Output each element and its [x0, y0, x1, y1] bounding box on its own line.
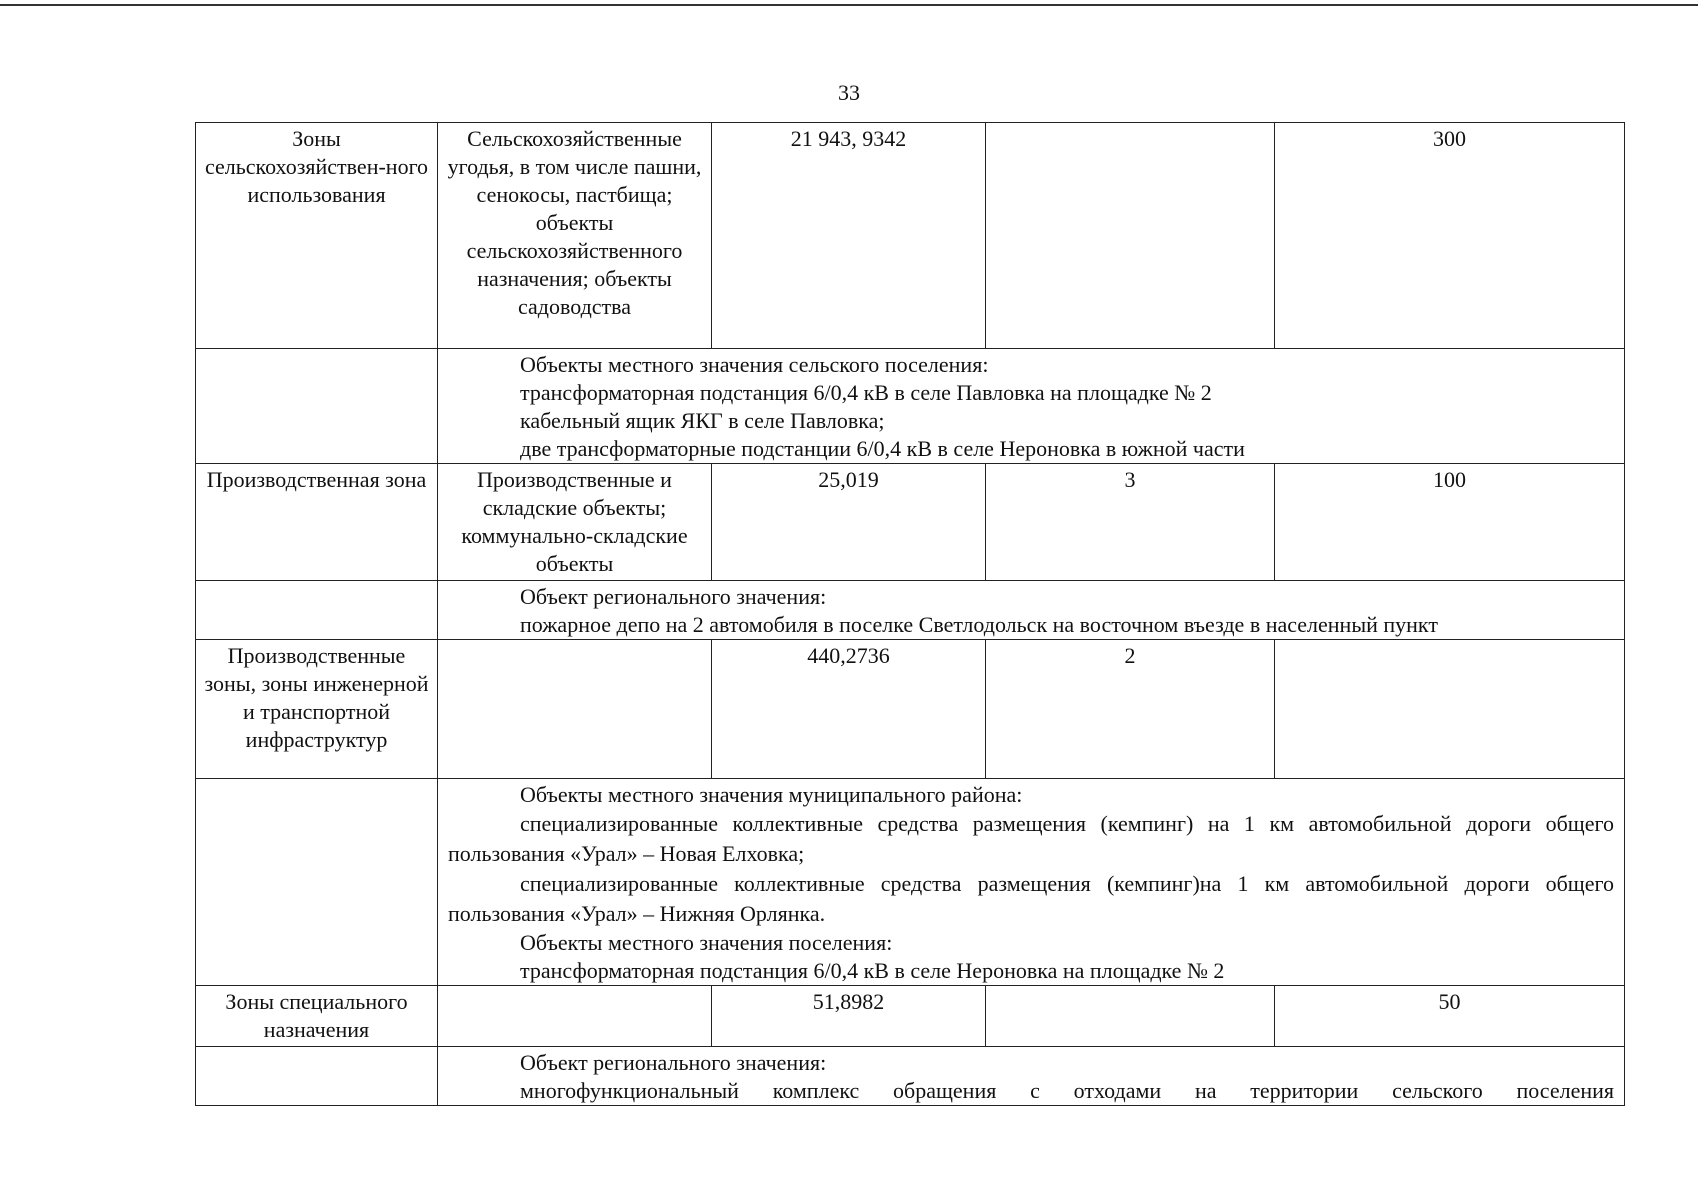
note-line: пожарное депо на 2 автомобиля в поселке Светлодольск на восточном въезде в населенный пункт: [520, 612, 1438, 637]
note-cell: [438, 349, 1625, 464]
area-cell: 25,019: [712, 464, 986, 581]
note-cell: [438, 1047, 1625, 1106]
zones-table: [195, 122, 1625, 1106]
note-row: [196, 779, 1625, 986]
zone-name-cell: Производственная зона: [196, 464, 438, 581]
note-row: [196, 349, 1625, 464]
coverage-cell: [1275, 640, 1625, 779]
note-line: Объект регионального значения:: [520, 1050, 827, 1075]
note-cell: [438, 779, 1625, 986]
zone-name-cell: Зоны сельскохозяйствен-ного использования: [196, 123, 438, 349]
empty-cell: [196, 779, 438, 986]
empty-cell: [196, 1047, 438, 1106]
page-number: 33: [838, 80, 860, 105]
note-cell: [438, 581, 1625, 640]
table-row: [196, 464, 1625, 581]
objects-cell: Производственные и складские объекты; коммунально-складские объекты: [438, 464, 712, 581]
zone-name-cell: Производственные зоны, зоны инженерной и транспортной инфраструктур: [196, 640, 438, 779]
area-cell: 51,8982: [712, 986, 986, 1047]
empty-cell: [196, 349, 438, 464]
table-row: [196, 123, 1625, 349]
coverage-cell: 50: [1275, 986, 1625, 1047]
zone-name-cell: Зоны специального назначения: [196, 986, 438, 1047]
empty-cell: [196, 581, 438, 640]
floors-cell: 2: [986, 640, 1275, 779]
coverage-cell: 100: [1275, 464, 1625, 581]
note-row: [196, 581, 1625, 640]
note-line: Объект регионального значения:: [520, 584, 827, 609]
note-line: трансформаторная подстанция 6/0,4 кВ в селе Нероновка на площадке № 2: [520, 958, 1225, 983]
note-line: Объекты местного значения сельского поселения:: [520, 352, 989, 377]
top-rule: [0, 4, 1698, 6]
table-row: [196, 640, 1625, 779]
note-line: трансформаторная подстанция 6/0,4 кВ в селе Павловка на площадке № 2: [520, 380, 1212, 405]
area-cell: 440,2736: [712, 640, 986, 779]
objects-cell: [438, 640, 712, 779]
note-row: [196, 1047, 1625, 1106]
note-line: две трансформаторные подстанции 6/0,4 кВ в селе Нероновка в южной части: [520, 436, 1245, 461]
note-line: многофункциональный комплекс обращения с отходами на территории сельского поселения: [520, 1078, 1614, 1103]
coverage-cell: 300: [1275, 123, 1625, 349]
floors-cell: [986, 123, 1275, 349]
table-row: [196, 986, 1625, 1047]
area-cell: 21 943, 9342: [712, 123, 986, 349]
note-paragraph: специализированные коллективные средства размещения (кемпинг)на 1 км автомобильной дороги общего пользования «Урал» – Нижняя Орлянка.: [448, 871, 1614, 926]
floors-cell: 3: [986, 464, 1275, 581]
note-heading: Объекты местного значения муниципального района:: [520, 782, 1023, 807]
objects-cell: Сельскохозяйственные угодья, в том числе пашни, сенокосы, пастбища; объекты сельскохозяйственного назначения; объекты садоводства: [438, 123, 712, 349]
note-line: кабельный ящик ЯКГ в селе Павловка;: [520, 408, 885, 433]
note-paragraph: специализированные коллективные средства размещения (кемпинг) на 1 км автомобильной дороги общего пользования «Урал» – Новая Елховка;: [448, 811, 1614, 866]
note-line: Объекты местного значения поселения:: [520, 930, 893, 955]
floors-cell: [986, 986, 1275, 1047]
objects-cell: [438, 986, 712, 1047]
